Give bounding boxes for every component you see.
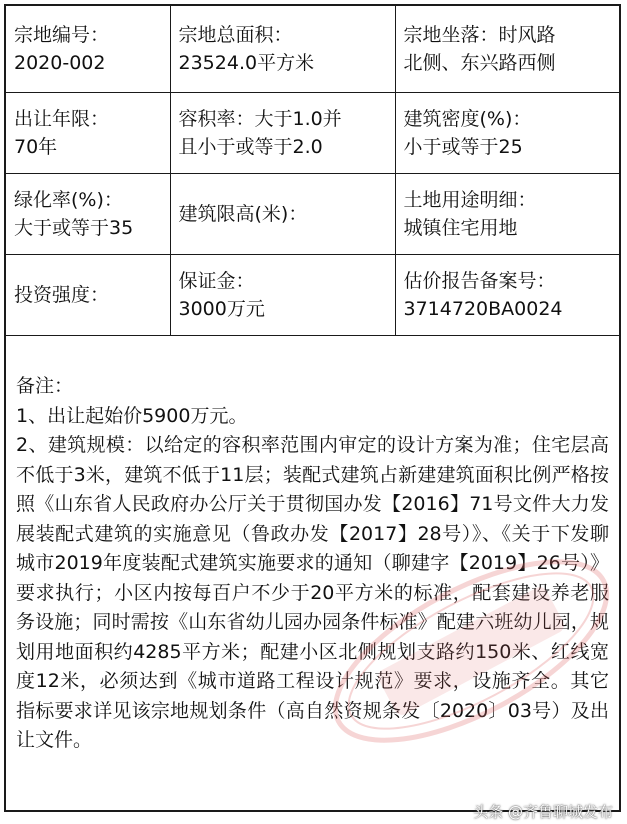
transfer-term-cell (6, 93, 170, 174)
remarks-section (6, 366, 619, 756)
table-row (6, 93, 619, 174)
total-area-value: 23524.0平方米 (178, 52, 315, 74)
land-use-label: 土地用途明细： (403, 189, 537, 211)
green-ratio-value: 大于或等于35 (14, 217, 134, 239)
table-row (6, 6, 619, 93)
plot-ratio-line-1: 容积率：大于1.0并 (178, 108, 342, 130)
valuation-record-label: 估价报告备案号： (403, 270, 556, 292)
plot-ratio-cell (170, 93, 395, 174)
green-ratio-cell (6, 174, 170, 255)
parcel-info-table (6, 6, 619, 336)
transfer-term-label: 出让年限： (14, 108, 110, 130)
valuation-record-value: 3714720BA0024 (403, 298, 563, 320)
building-density-label: 建筑密度(%)： (403, 108, 532, 130)
location-line-2: 北侧、东兴路西侧 (403, 52, 556, 74)
remarks-heading: 备注： (16, 375, 74, 397)
height-limit-label: 建筑限高(米)： (178, 203, 308, 225)
parcel-number-cell (6, 6, 170, 93)
transfer-term-value: 70年 (14, 136, 58, 158)
total-area-cell (170, 6, 395, 93)
table-row (6, 255, 619, 336)
parcel-number-label: 宗地编号： (14, 24, 110, 46)
plot-ratio-line-2: 且小于或等于2.0 (178, 136, 323, 158)
green-ratio-label: 绿化率(%)： (14, 189, 123, 211)
investment-intensity-cell (6, 255, 170, 336)
remarks-item-building-scale: 2、建筑规模：以给定的容积率范围内审定的设计方案为准；住宅层高不低于3米，建筑不低于11层；装配式建筑占新建建筑面积比例严格按照《山东省人民政府办公厅关于贯彻国办发【2016】71号文件大力发展装配式建筑的实施意见（鲁政办发【2017】28号）》、《关于下发聊城市2019年度装配式建筑实施要求的通知（聊建字【2019】26号）》要求执行；小区内按每百户不少于20平方米的标准，配套建设养老服务设施；同时需按《山东省幼儿园办园条件标准》配建六班幼儿园，规划用地面积约4285平方米；配建小区北侧规划支路约150米、红线宽度12米，必须达到《城市道路工程设计规范》要求，设施齐全。其它指标要求详见该宗地规划条件（高自然资规条发〔2020〕03号）及出让文件。 (16, 434, 609, 751)
deposit-value: 3000万元 (178, 298, 265, 320)
investment-intensity-label: 投资强度： (14, 284, 110, 306)
location-cell (395, 6, 619, 93)
location-line-1: 宗地坐落：时风路 (403, 24, 556, 46)
valuation-record-cell (395, 255, 619, 336)
height-limit-cell (170, 174, 395, 255)
source-attribution: 头条 @齐鲁聊城发布 (473, 803, 613, 821)
remarks-item-starting-price: 1、出让起始价5900万元。 (16, 404, 248, 427)
land-use-value: 城镇住宅用地 (403, 217, 518, 239)
building-density-value: 小于或等于25 (403, 136, 523, 158)
table-row (6, 174, 619, 255)
building-density-cell (395, 93, 619, 174)
deposit-cell (170, 255, 395, 336)
land-use-cell (395, 174, 619, 255)
total-area-label: 宗地总面积： (178, 24, 293, 46)
deposit-label: 保证金： (178, 270, 255, 292)
land-parcel-sheet (4, 4, 621, 812)
parcel-number-value: 2020-002 (14, 52, 106, 74)
